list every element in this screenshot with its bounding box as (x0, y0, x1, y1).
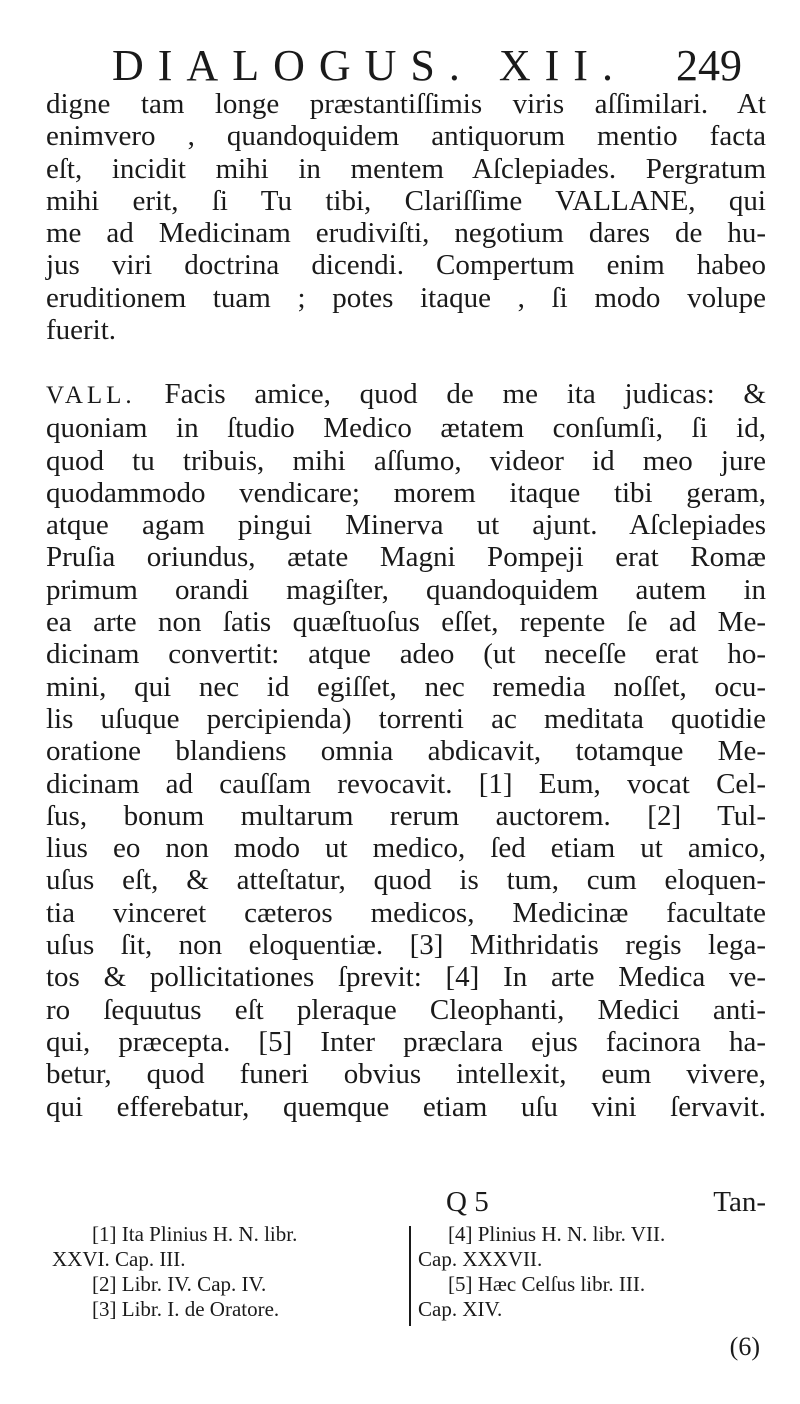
footnote-5: [5] Hæc Celſus libr. III. (448, 1272, 646, 1296)
text-line: dicinam convertit: atque adeo (ut neceſſe erat ho- (46, 638, 766, 671)
footnote-1-cont: XXVI. Cap. III. (52, 1247, 186, 1271)
speech-first-line (46, 378, 766, 412)
footnote-2: [2] Libr. IV. Cap. IV. (92, 1272, 267, 1296)
text-line: eruditionem tuam ; potes itaque , ſi modo volupe (46, 281, 766, 314)
footnote-5-cont: Cap. XIV. (418, 1297, 503, 1321)
footnotes (52, 1222, 772, 1332)
text-line: mihi erit, ſi Tu tibi, Clariſſime VALLANE, qui (46, 184, 766, 217)
footnote-3: [3] Libr. I. de Oratore. (92, 1297, 280, 1321)
running-head: DIALOGUS. XII. (112, 41, 627, 90)
text-line: betur, quod funeri obvius intellexit, eum vivere, (46, 1058, 766, 1091)
text-line: eſt, incidit mihi in mentem Aſclepiades. Pergratum (46, 152, 766, 185)
text-line: dicinam ad cauſſam revocavit. [1] Eum, vocat Cel- (46, 767, 766, 800)
intro-paragraph (46, 88, 766, 346)
text-line: tia vinceret cæteros medicos, Medicinæ facultate (46, 896, 766, 929)
footnote-4-cont: Cap. XXXVII. (418, 1247, 543, 1271)
text-line: lius eo non modo ut medico, ſed etiam ut amico, (46, 832, 766, 865)
text-line: quoniam in ſtudio Medico ætatem conſumſi, ſi id, (46, 412, 766, 445)
text-line: jus viri doctrina dicendi. Compertum enim habeo (46, 249, 766, 282)
speaker-name: VALL. (46, 382, 136, 409)
footnotes-left-column (52, 1222, 407, 1322)
speech-first-line-text: Facis amice, quod de me ita judicas: & (135, 378, 766, 410)
text-line: oratione blandiens omnia abdicavit, totamque Me- (46, 735, 766, 768)
text-line: ea arte non ſatis quæſtuoſus eſſet, repente ſe ad Me- (46, 606, 766, 639)
signature-row (46, 1182, 766, 1222)
text-line: ſus, bonum multarum rerum auctorem. [2] Tul- (46, 799, 766, 832)
text-line: mini, qui nec id egiſſet, nec remedia noſſet, ocu- (46, 670, 766, 703)
sheet-mark: (6) (729, 1332, 760, 1361)
footnote-4: [4] Plinius H. N. libr. VII. (448, 1222, 666, 1246)
page-header (112, 38, 742, 94)
footnote-1: [1] Ita Plinius H. N. libr. (92, 1222, 298, 1246)
text-line: qui efferebatur, quemque etiam uſu vini ſervavit. (46, 1090, 766, 1123)
text-line: me ad Medicinam erudiviſti, negotium dares de hu- (46, 217, 766, 250)
page-number: 249 (676, 41, 742, 90)
text-line: quodammodo vendicare; morem itaque tibi geram, (46, 476, 766, 509)
text-line: qui, præcepta. [5] Inter præclara ejus facinora ha- (46, 1025, 766, 1058)
signature-mark: Q 5 (446, 1186, 489, 1218)
text-line: enimvero , quandoquidem antiquorum mentio facta (46, 120, 766, 153)
text-line: fuerit. (46, 314, 117, 347)
footnotes-right-column (418, 1222, 768, 1322)
text-line: digne tam longe præstantiſſimis viris aſſimilari. At (46, 88, 766, 120)
text-line: atque agam pingui Minerva ut ajunt. Aſclepiades (46, 509, 766, 542)
text-line: ro ſequutus eſt pleraque Cleophanti, Medici anti- (46, 993, 766, 1026)
text-line: quod tu tribuis, mihi aſſumo, videor id meo jure (46, 444, 766, 477)
text-line: lis uſuque percipienda) torrenti ac meditata quotidie (46, 702, 766, 735)
text-line: primum orandi magiſter, quandoquidem autem in (46, 573, 766, 606)
text-line: uſus ſit, non eloquentiæ. [3] Mithridatis regis lega- (46, 929, 766, 962)
footnote-divider (409, 1226, 411, 1326)
text-line: Pruſia oriundus, ætate Magni Pompeji erat Romæ (46, 541, 766, 574)
text-line: tos & pollicitationes ſprevit: [4] In arte Medica ve- (46, 961, 766, 994)
speech-paragraph (46, 378, 766, 1123)
catchword: Tan- (713, 1186, 766, 1218)
text-line: uſus eſt, & atteſtatur, quod is tum, cum eloquen- (46, 864, 766, 897)
